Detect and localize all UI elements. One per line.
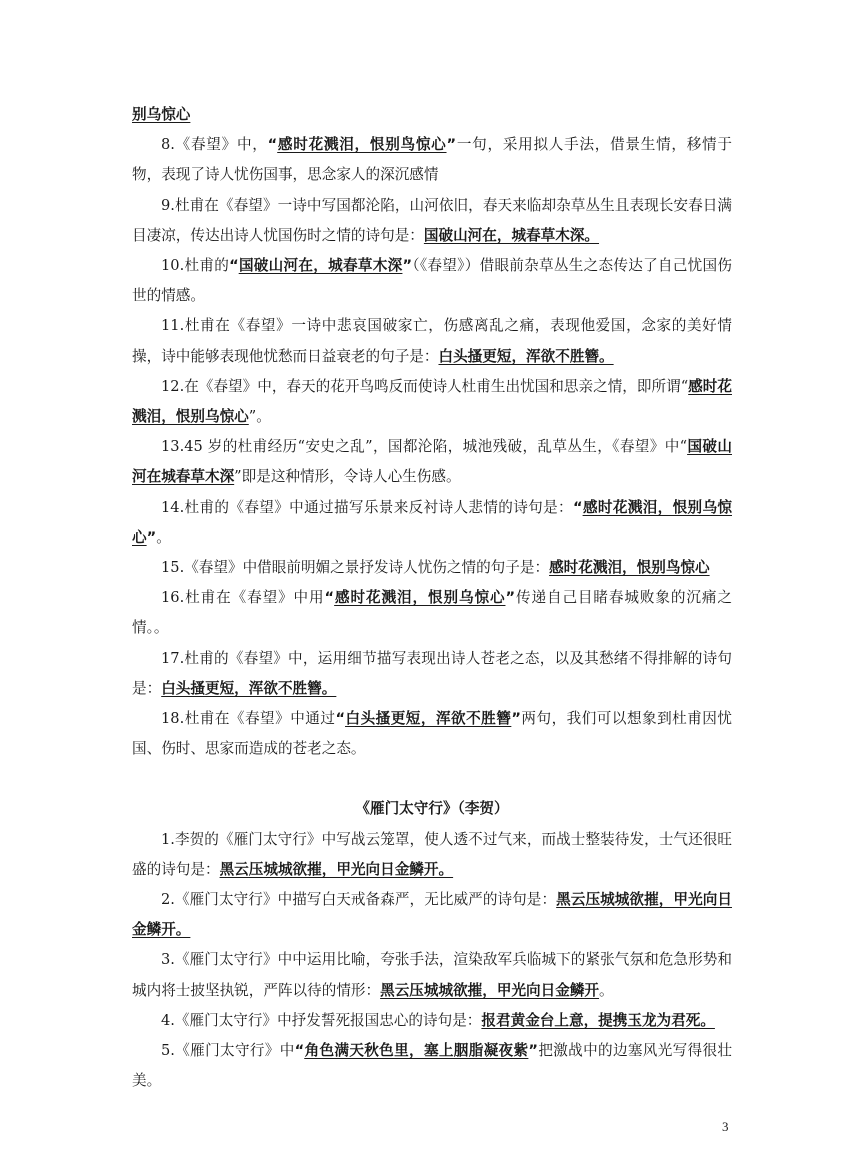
answer-text: 国破山河在，城春草木深 [238,257,403,275]
spring-view-questions [132,100,732,764]
question-text: ” [146,528,157,546]
question-paragraph [132,1036,732,1096]
question-text: 15.《春望》中借眼前明媚之景抒发诗人忧伤之情的句子是： [161,559,550,577]
question-text: ” [446,136,457,154]
question-paragraph [132,583,732,643]
answer-text: 别乌惊心 [132,106,191,123]
question-paragraph [132,553,732,583]
question-text: 2.《雁门太守行》中描写白天戒备森严，无比威严的诗句是： [161,891,557,909]
answer-text: 感时花溅泪，恨别乌惊心 [334,589,506,607]
page-number: 3 [722,1119,729,1134]
document-body [132,100,732,1097]
answer-text: 白头搔更短，浑欲不胜簪 [345,710,512,728]
question-paragraph [132,130,732,190]
question-text: 。 [156,528,171,546]
question-paragraph [132,191,732,251]
question-text: “ [335,710,346,728]
question-text: 16.杜甫在《春望》中用 [161,589,325,607]
question-text: 3.《雁门太守行》中中运用比喻，夸张手法，渲染敌军兵临城下的紧张气氛和危急形势和城内将士披坚执锐，严阵以待的情形： [132,951,732,999]
question-text: 18.杜甫在《春望》中通过 [161,710,336,728]
question-text: 传递自己目睹春城败象的沉痛之情。。 [132,589,732,637]
question-text: 1.李贺的《雁门太守行》中写战云笼罩，使人透不过气来，而战士整装待发，士气还很旺盛的诗句是： [132,830,732,878]
question-paragraph [132,251,732,311]
answer-text: 感时花溅泪，恨别鸟惊心 [277,136,447,154]
question-paragraph [132,372,732,432]
answer-text: 角色满天秋色里，塞上胭脂凝夜紫 [304,1042,529,1060]
question-text: 13.45 岁的杜甫经历“安史之乱”，国都沦陷，城池残破，乱草丛生，《春望》中“ [161,438,688,456]
answer-text: 报君黄金台上意，提携玉龙为君死。 [481,1011,715,1029]
answer-text: 黑云压城城欲摧，甲光向日金鳞开 [380,981,600,999]
question-paragraph [132,945,732,1005]
section-title: 《雁门太守行》（李贺） [355,800,509,818]
answer-text: 感时花溅泪，恨别乌惊心 [132,377,732,426]
question-text: 5.《雁门太守行》中 [161,1042,295,1060]
question-text: “ [267,136,278,154]
question-text: “ [573,498,583,516]
answer-text: 白头搔更短，浑欲不胜簪。 [438,347,614,365]
answer-text: 黑云压城城欲摧，甲光向日金鳞开。 [219,860,454,878]
question-text: ” [505,589,516,607]
answer-text: 感时花溅泪，恨别乌惊心 [132,498,732,546]
answer-text: 国破山河在，城春草木深。 [423,226,600,244]
question-text: ”即是这种情形，令诗人心生伤感。 [234,468,461,486]
question-text: 14.杜甫的《春望》中通过描写乐景来反衬诗人悲情的诗句是： [161,498,573,516]
question-text: ” [402,257,413,275]
yanmen-questions [132,825,732,1097]
question-paragraph [132,432,732,492]
answer-text: 白头搔更短，浑欲不胜簪。 [161,679,337,697]
question-text: 把激战中的边塞风光写得很壮美。 [132,1042,732,1090]
question-text: “ [294,1042,305,1060]
question-text: “ [229,257,239,275]
question-text: ”。 [248,408,271,426]
question-text: 4.《雁门太守行》中抒发誓死报国忠心的诗句是： [161,1011,482,1029]
question-text: （《春望》）借眼前杂草丛生之态传达了自己忧国伤世的情感。 [132,257,732,305]
question-paragraph [132,100,732,130]
answer-text: 感时花溅泪，恨别鸟惊心 [549,559,710,577]
question-text: ” [511,710,521,728]
question-text: 两句，我们可以想象到杜甫因忧国、伤时、思家而造成的苍老之态。 [132,710,732,758]
question-paragraph [132,1006,732,1036]
question-paragraph [132,644,732,704]
question-paragraph [132,885,732,945]
question-text: “ [324,589,335,607]
question-text: 9.杜甫在《春望》一诗中写国都沦陷，山河依旧，春天来临却杂草丛生且表现长安春日满目凄凉，传达出诗人忧国伤时之情的诗句是： [132,196,732,244]
question-text: 一句，采用拟人手法，借景生情，移情于物，表现了诗人忧伤国事，思念家人的深沉感情 [132,136,732,184]
question-text: 。 [599,981,614,999]
question-text: ” [528,1042,538,1060]
question-paragraph [132,704,732,764]
question-text: 17.杜甫的《春望》中，运用细节描写表现出诗人苍老之态，以及其愁绪不得排解的诗句是： [132,649,732,697]
question-text: 12.在《春望》中，春天的花开鸟鸣反而使诗人杜甫生出忧国和思亲之情，即所谓“ [161,377,689,395]
question-paragraph [132,311,732,371]
question-paragraph [132,493,732,553]
question-text: 11.杜甫在《春望》一诗中悲哀国破家亡，伤感离乱之痛，表现他爱国，念家的美好情操，诗中能够表现他忧愁而日益衰老的句子是： [132,317,732,365]
answer-text: 国破山河在城春草木深 [132,438,732,486]
answer-text: 黑云压城城欲摧，甲光向日金鳞开。 [132,891,732,939]
question-paragraph [132,825,732,885]
question-text: 8.《春望》中， [161,136,268,154]
question-text: 10.杜甫的 [161,257,230,275]
